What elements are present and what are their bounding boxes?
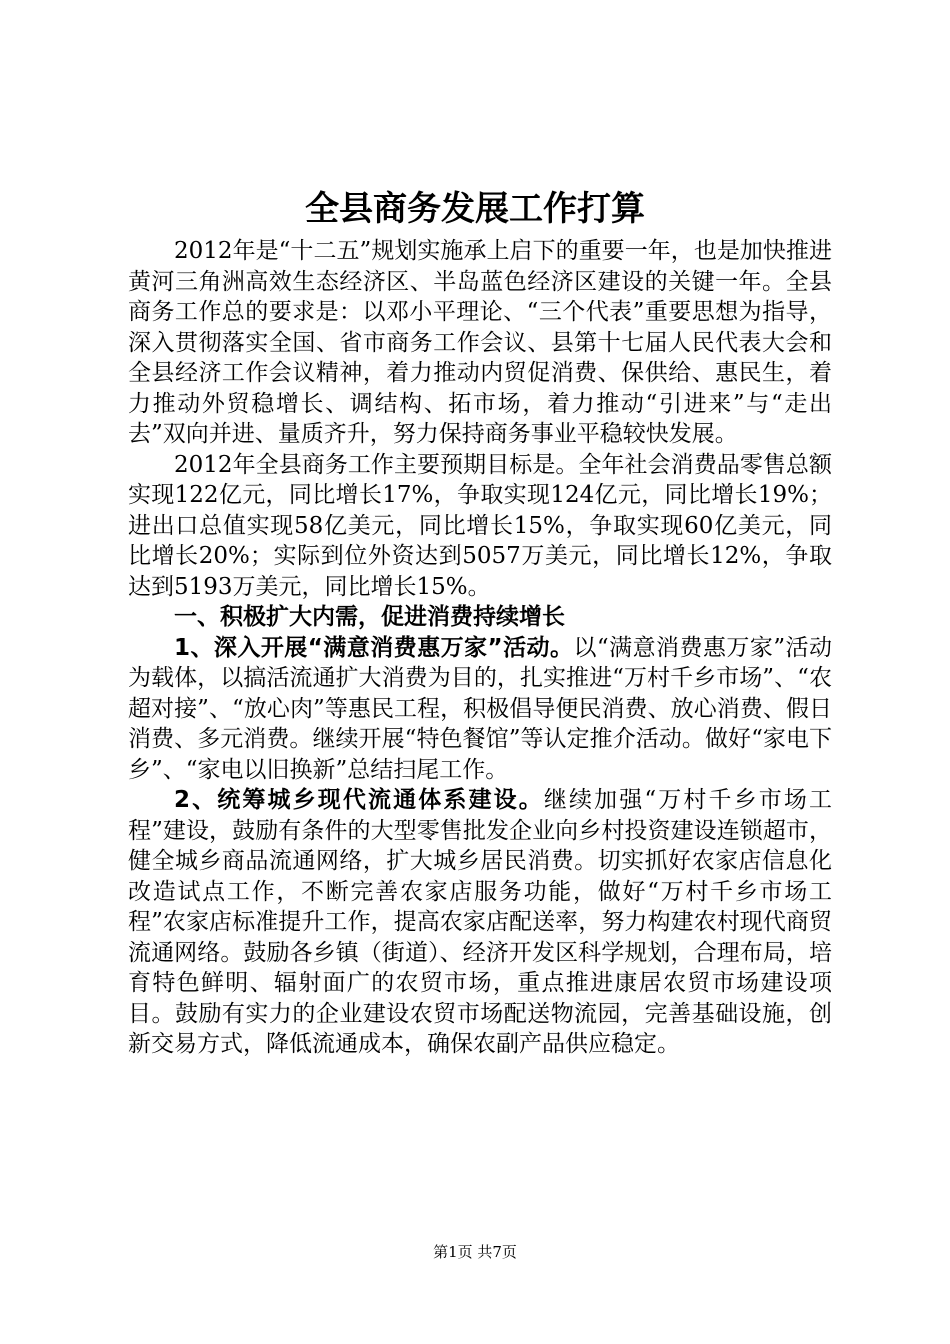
- paragraph-item-2: [128, 785, 832, 1060]
- item-1-lead: 1、深入开展“满意消费惠万家”活动。: [174, 634, 574, 661]
- page-footer: 第1页 共7页: [433, 1243, 517, 1261]
- paragraph-intro: 2012年是“十二五”规划实施承上启下的重要一年，也是加快推进黄河三角洲高效生态经济区、半岛蓝色经济区建设的关键一年。全县商务工作总的要求是：以邓小平理论、“三个代表”重要思想为指导，深入贯彻落实全国、省市商务工作会议、县第十七届人民代表大会和全县经济工作会议精神，着力推动内贸促消费、保供给、惠民生，着力推动外贸稳增长、调结构、拓市场，着力推动“引进来”与“走出去”双向并进、量质齐升，努力保持商务事业平稳较快发展。: [128, 238, 832, 447]
- document-title: 全县商务发展工作打算: [305, 189, 645, 229]
- item-1-text: 以“满意消费惠万家”活动为载体，以搞活流通扩大消费为目的，扎实推进“万村千乡市场”、“农超对接”、“放心肉”等惠民工程，积极倡导便民消费、放心消费、假日消费、多元消费。继续开展“特色餐馆”等认定推介活动。做好“家电下乡”、“家电以旧换新”总结扫尾工作。: [128, 634, 832, 783]
- paragraph-targets: 2012年全县商务工作主要预期目标是。全年社会消费品零售总额实现122亿元，同比增长17%，争取实现124亿元，同比增长19%；进出口总值实现58亿美元，同比增长15%，争取实现60亿美元，同比增长20%；实际到位外资达到5057万美元，同比增长12%，争取达到5193万美元，同比增长15%。: [128, 451, 832, 600]
- document-body: [128, 236, 832, 1060]
- paragraph-item-1: [128, 633, 832, 786]
- item-2-text: 继续加强“万村千乡市场工程”建设，鼓励有条件的大型零售批发企业向乡村投资建设连锁超市，健全城乡商品流通网络，扩大城乡居民消费。切实抓好农家店信息化改造试点工作，不断完善农家店服务功能，做好“万村千乡市场工程”农家店标准提升工作，提高农家店配送率，努力构建农村现代商贸流通网络。鼓励各乡镇（街道）、经济开发区科学规划，合理布局，培育特色鲜明、辐射面广的农贸市场，重点推进康居农贸市场建设项目。鼓励有实力的企业建设农贸市场配送物流园，完善基础设施，创新交易方式，降低流通成本，确保农副产品供应稳定。: [128, 787, 832, 1057]
- section-heading-1: 一、积极扩大内需，促进消费持续增长: [174, 604, 565, 630]
- item-2-lead: 2、统筹城乡现代流通体系建设。: [174, 787, 544, 813]
